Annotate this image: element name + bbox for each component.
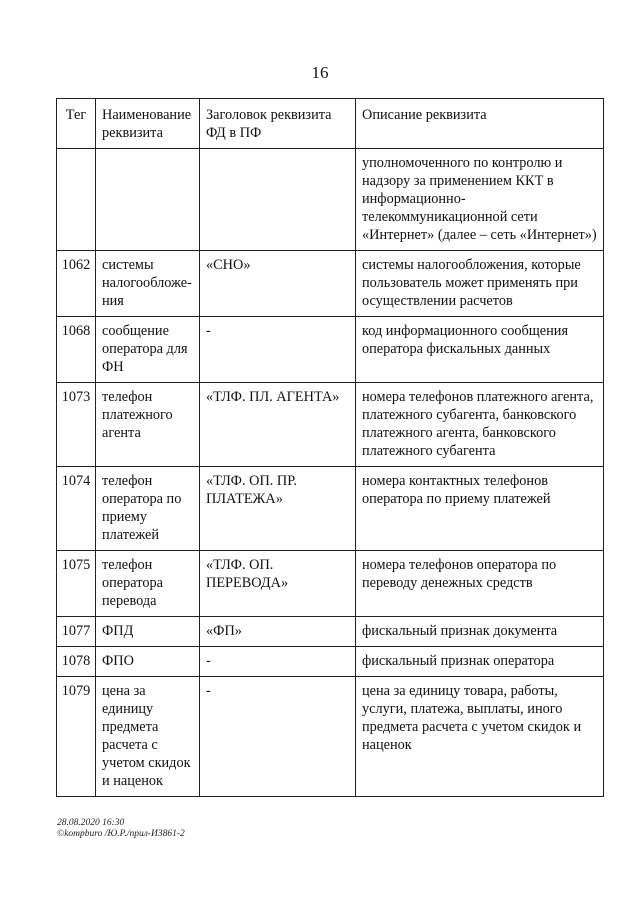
table-row [57,647,604,677]
cell-description: номера телефонов оператора по переводу денежных средств [356,551,604,617]
footer-file-ref-text: kompburo /Ю.Р./прил-И3861-2 [64,829,185,839]
requisites-table [56,98,604,797]
cell-name: телефон оператора перевода [96,551,200,617]
copyright-icon: © [57,829,65,839]
cell-name: телефон оператора по приему платежей [96,467,200,551]
cell-tag: 1079 [57,677,96,797]
cell-print-title: «СНО» [200,251,356,317]
cell-tag: 1077 [57,617,96,647]
footer-timestamp: 28.08.2020 16:30 [57,818,125,828]
cell-description: уполномоченного по контролю и надзору за применением ККТ в информационно-телекоммуникационной сети «Интернет» (далее – сеть «Интернет») [356,149,604,251]
cell-tag: 1074 [57,467,96,551]
cell-print-title: «ТЛФ. ОП. ПР. ПЛАТЕЖА» [200,467,356,551]
table-row [57,149,604,251]
table-row [57,467,604,551]
cell-description: фискальный признак документа [356,617,604,647]
document-footer [57,818,185,840]
column-header-name: Наименование реквизита [96,99,200,149]
cell-tag: 1075 [57,551,96,617]
table-row [57,617,604,647]
cell-name: ФПД [96,617,200,647]
cell-print-title: - [200,317,356,383]
cell-description: номера телефонов платежного агента, платежного субагента, банковского платежного агента, банковского платежного субагента [356,383,604,467]
table-header-row [57,99,604,149]
page-number: 16 [311,63,329,82]
cell-print-title: - [200,677,356,797]
cell-print-title: «ФП» [200,617,356,647]
cell-print-title: - [200,647,356,677]
table-row [57,251,604,317]
footer-file-reference [57,829,185,840]
cell-print-title: «ТЛФ. ОП. ПЕРЕВОДА» [200,551,356,617]
table-row [57,317,604,383]
cell-description: номера контактных телефонов оператора по приему платежей [356,467,604,551]
column-header-description: Описание реквизита [356,99,604,149]
cell-name: системы налогообложе-ния [96,251,200,317]
cell-tag: 1062 [57,251,96,317]
cell-name: телефон платежного агента [96,383,200,467]
cell-tag: 1078 [57,647,96,677]
cell-print-title: «ТЛФ. ПЛ. АГЕНТА» [200,383,356,467]
column-header-print-title: Заголовок реквизита ФД в ПФ [200,99,356,149]
table-row [57,383,604,467]
cell-tag: 1068 [57,317,96,383]
cell-name [96,149,200,251]
column-header-tag: Тег [57,99,96,149]
table-row [57,677,604,797]
cell-description: код информационного сообщения оператора фискальных данных [356,317,604,383]
cell-description: фискальный признак оператора [356,647,604,677]
cell-print-title [200,149,356,251]
cell-name: сообщение оператора для ФН [96,317,200,383]
cell-tag [57,149,96,251]
table-row [57,551,604,617]
cell-description: цена за единицу товара, работы, услуги, платежа, выплаты, иного предмета расчета с учетом скидок и наценок [356,677,604,797]
cell-tag: 1073 [57,383,96,467]
cell-name: цена за единицу предмета расчета с учетом скидок и наценок [96,677,200,797]
cell-name: ФПО [96,647,200,677]
cell-description: системы налогообложения, которые пользователь может применять при осуществлении расчетов [356,251,604,317]
